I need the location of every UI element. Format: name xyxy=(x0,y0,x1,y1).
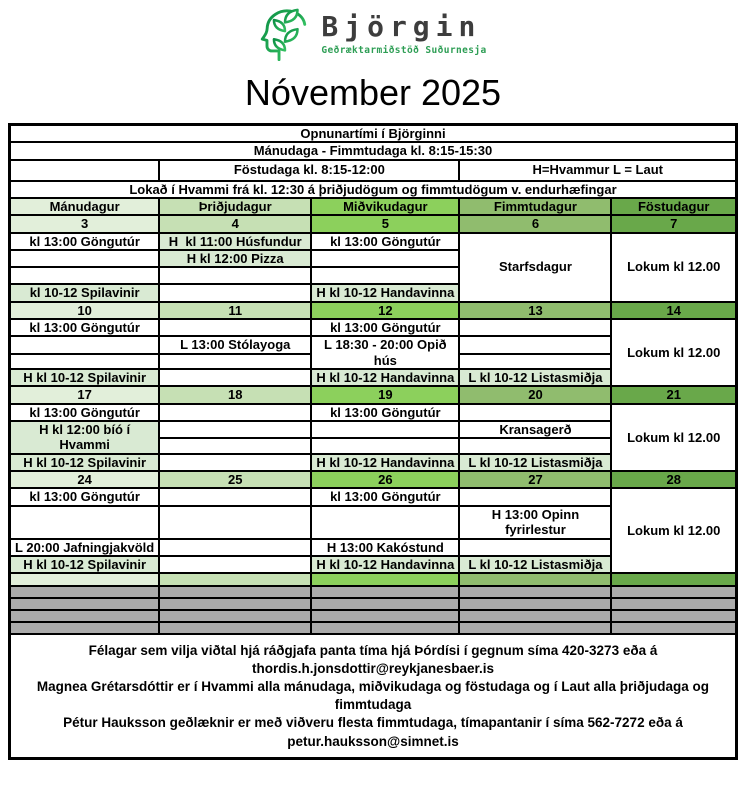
filler-cell xyxy=(311,610,459,622)
opening-hours-title: Opnunartími í Björginni xyxy=(10,125,737,143)
event-cell: kl 13:00 Göngutúr xyxy=(311,488,459,505)
filler-cell xyxy=(611,610,736,622)
empty-cell xyxy=(10,250,160,267)
empty-cell xyxy=(159,354,311,369)
filler-cell xyxy=(611,598,736,610)
empty-cell xyxy=(459,319,611,336)
date-cell: 4 xyxy=(159,215,311,232)
head-with-plant-icon xyxy=(259,5,311,63)
event-cell: H kl 10-12 Handavinna xyxy=(311,454,459,471)
calendar-table xyxy=(8,123,738,760)
filler-cell xyxy=(311,586,459,598)
date-cell: 28 xyxy=(611,471,736,488)
empty-cell xyxy=(311,438,459,453)
footer-note-counselor: Félagar sem vilja viðtal hjá ráðgjafa panta tíma hjá Þórdísi í gegnum síma 420-3273 eða á thordis.h.jonsdottir@reykjanesbaer.is xyxy=(88,642,658,676)
separator-cell xyxy=(459,573,611,586)
event-cell: H kl 10-12 Spilavinir xyxy=(10,556,160,573)
logo-text xyxy=(321,12,486,56)
empty-cell xyxy=(10,160,160,181)
event-cell: kl 13:00 Göngutúr xyxy=(10,233,160,250)
footer-note-magnea: Magnea Grétarsdóttir er í Hvammi alla mánudaga, miðvikudaga og föstudaga og í Laut alla þriðjudaga og fimmtudaga xyxy=(36,679,710,713)
location-legend: H=Hvammur L = Laut xyxy=(459,160,736,181)
event-cell: H kl 11:00 Húsfundur xyxy=(159,233,311,250)
weekday-hours: Mánudaga - Fimmtudaga kl. 8:15-15:30 xyxy=(10,142,737,159)
event-cell: Lokum kl 12.00 xyxy=(611,233,736,302)
empty-cell xyxy=(159,404,311,421)
empty-cell xyxy=(159,488,311,505)
empty-cell xyxy=(10,506,160,539)
filler-cell xyxy=(159,610,311,622)
day-header-tuesday: Þriðjudagur xyxy=(159,198,311,215)
event-cell: L 20:00 Jafningjakvöld xyxy=(10,539,160,556)
filler-cell xyxy=(10,610,160,622)
empty-cell xyxy=(159,506,311,539)
empty-cell xyxy=(159,438,311,453)
filler-cell xyxy=(10,598,160,610)
logo-name: Björgin xyxy=(321,10,482,43)
filler-cell xyxy=(459,622,611,634)
filler-cell xyxy=(459,598,611,610)
date-cell: 19 xyxy=(311,386,459,403)
empty-cell xyxy=(459,488,611,505)
filler-cell xyxy=(159,586,311,598)
empty-cell xyxy=(159,284,311,301)
date-cell: 21 xyxy=(611,386,736,403)
empty-cell xyxy=(159,369,311,386)
event-cell: kl 13:00 Göngutúr xyxy=(311,233,459,250)
event-cell: H kl 10-12 Handavinna xyxy=(311,369,459,386)
empty-cell xyxy=(311,267,459,284)
empty-cell xyxy=(10,267,160,284)
day-header-friday: Föstudagur xyxy=(611,198,736,215)
empty-cell xyxy=(159,556,311,573)
date-cell: 11 xyxy=(159,302,311,319)
empty-cell xyxy=(159,539,311,556)
footer-notes xyxy=(10,634,737,759)
event-cell: H kl 10-12 Spilavinir xyxy=(10,369,160,386)
event-cell: kl 10-12 Spilavinir xyxy=(10,284,160,301)
event-cell: Lokum kl 12.00 xyxy=(611,488,736,573)
date-cell: 12 xyxy=(311,302,459,319)
event-cell: H 13:00 Kakóstund xyxy=(311,539,459,556)
empty-cell xyxy=(311,506,459,539)
event-cell: kl 13:00 Göngutúr xyxy=(10,319,160,336)
empty-cell xyxy=(459,438,611,453)
date-cell: 10 xyxy=(10,302,160,319)
separator-cell xyxy=(311,573,459,586)
date-cell: 7 xyxy=(611,215,736,232)
event-cell: Kransagerð xyxy=(459,421,611,439)
filler-cell xyxy=(459,586,611,598)
date-cell: 6 xyxy=(459,215,611,232)
filler-cell xyxy=(159,622,311,634)
day-header-wednesday: Miðvikudagur xyxy=(311,198,459,215)
date-cell: 26 xyxy=(311,471,459,488)
filler-cell xyxy=(159,598,311,610)
event-cell: L kl 10-12 Listasmiðja xyxy=(459,369,611,386)
event-cell: Lokum kl 12.00 xyxy=(611,319,736,386)
event-cell: H kl 10-12 Handavinna xyxy=(311,556,459,573)
event-cell: kl 13:00 Göngutúr xyxy=(311,319,459,336)
separator-cell xyxy=(611,573,736,586)
date-cell: 17 xyxy=(10,386,160,403)
event-cell: kl 13:00 Göngutúr xyxy=(10,404,160,421)
event-cell: L 13:00 Stólayoga xyxy=(159,336,311,354)
event-cell: H kl 12:00 Pizza xyxy=(159,250,311,267)
event-cell: L 18:30 - 20:00 Opið hús xyxy=(311,336,459,369)
empty-cell xyxy=(459,404,611,421)
filler-cell xyxy=(10,586,160,598)
empty-cell xyxy=(311,421,459,439)
empty-cell xyxy=(159,267,311,284)
logo-subtitle: Geðræktarmiðstöð Suðurnesja xyxy=(321,45,487,56)
date-cell: 13 xyxy=(459,302,611,319)
event-cell: H kl 10-12 Spilavinir xyxy=(10,454,160,471)
event-cell: kl 13:00 Göngutúr xyxy=(10,488,160,505)
closure-note: Lokað í Hvammi frá kl. 12:30 á þriðjudögum og fimmtudögum v. endurhæfingar xyxy=(10,181,737,198)
empty-cell xyxy=(10,336,160,354)
event-cell: L kl 10-12 Listasmiðja xyxy=(459,556,611,573)
empty-cell xyxy=(159,421,311,439)
bjorgin-logo xyxy=(0,0,746,65)
separator-cell xyxy=(10,573,160,586)
separator-cell xyxy=(159,573,311,586)
date-cell: 20 xyxy=(459,386,611,403)
date-cell: 27 xyxy=(459,471,611,488)
empty-cell xyxy=(459,354,611,369)
filler-cell xyxy=(10,622,160,634)
empty-cell xyxy=(159,319,311,336)
filler-cell xyxy=(611,622,736,634)
friday-hours: Föstudaga kl. 8:15-12:00 xyxy=(159,160,459,181)
date-cell: 24 xyxy=(10,471,160,488)
day-header-thursday: Fimmtudagur xyxy=(459,198,611,215)
day-header-monday: Mánudagur xyxy=(10,198,160,215)
page-title: Nóvember 2025 xyxy=(244,72,502,113)
event-cell: H kl 10-12 Handavinna xyxy=(311,284,459,301)
date-cell: 14 xyxy=(611,302,736,319)
event-cell: Starfsdagur xyxy=(459,233,611,302)
date-cell: 3 xyxy=(10,215,160,232)
event-cell: kl 13:00 Göngutúr xyxy=(311,404,459,421)
empty-cell xyxy=(459,539,611,556)
event-cell: L kl 10-12 Listasmiðja xyxy=(459,454,611,471)
empty-cell xyxy=(10,354,160,369)
date-cell: 18 xyxy=(159,386,311,403)
event-cell: Lokum kl 12.00 xyxy=(611,404,736,471)
date-cell: 25 xyxy=(159,471,311,488)
filler-cell xyxy=(611,586,736,598)
date-cell: 5 xyxy=(311,215,459,232)
event-cell: H kl 12:00 bíó í Hvammi xyxy=(10,421,160,454)
empty-cell xyxy=(311,250,459,267)
empty-cell xyxy=(459,336,611,354)
filler-cell xyxy=(459,610,611,622)
event-cell: H 13:00 Opinn fyrirlestur xyxy=(459,506,611,539)
empty-cell xyxy=(159,454,311,471)
filler-cell xyxy=(311,622,459,634)
footer-note-petur: Pétur Hauksson geðlæknir er með viðveru flesta fimmtudaga, tímapantanir í síma 562-7272 eða á petur.hauksson@simnet.is xyxy=(63,715,683,749)
filler-cell xyxy=(311,598,459,610)
